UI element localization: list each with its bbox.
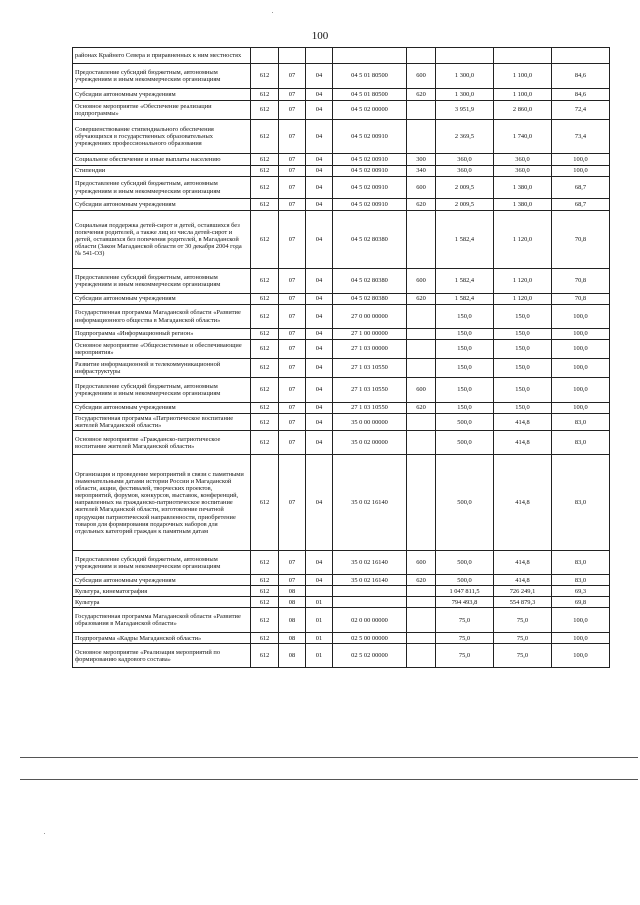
table-row: [73, 48, 610, 64]
section-code-cell: [279, 48, 306, 64]
section-code-cell: 07: [279, 551, 306, 575]
plan-amount-cell: 500,0: [436, 414, 494, 431]
execution-percent-cell: 100,0: [552, 329, 610, 340]
subsection-code-cell: 01: [306, 633, 333, 644]
expense-type-code-cell: [407, 340, 436, 359]
section-code-cell: 08: [279, 608, 306, 633]
target-article-code-cell: 04 5 02 00910: [333, 120, 407, 154]
target-article-code-cell: 04 5 02 00000: [333, 101, 407, 120]
actual-amount-cell: 414,8: [494, 551, 552, 575]
plan-amount-cell: 1 047 811,5: [436, 586, 494, 597]
plan-amount-cell: 150,0: [436, 305, 494, 329]
execution-percent-cell: 100,0: [552, 608, 610, 633]
execution-percent-cell: 100,0: [552, 154, 610, 166]
execution-percent-cell: 70,8: [552, 294, 610, 305]
plan-amount-cell: 2 369,5: [436, 120, 494, 154]
item-name-cell: Субсидии автономным учреждениям: [73, 89, 251, 101]
plan-amount-cell: 150,0: [436, 359, 494, 378]
department-code-cell: 612: [251, 211, 279, 269]
item-name-cell: Субсидии автономным учреждениям: [73, 575, 251, 586]
table-row: [73, 597, 610, 608]
expense-type-code-cell: 340: [407, 166, 436, 177]
actual-amount-cell: 1 380,0: [494, 177, 552, 199]
actual-amount-cell: [494, 48, 552, 64]
execution-percent-cell: 84,6: [552, 64, 610, 89]
section-code-cell: 07: [279, 414, 306, 431]
section-code-cell: 07: [279, 329, 306, 340]
execution-percent-cell: 100,0: [552, 305, 610, 329]
expense-type-code-cell: [407, 101, 436, 120]
target-article-code-cell: 35 0 02 16140: [333, 575, 407, 586]
item-name-cell: Социальная поддержка детей-сирот и детей, оставшихся без попечения родителей, а также лиц из числа детей-сирот и детей, оставшихся без попечения родителей, в Магаданской области (Закон Магаданской области от 30 декабря 2004 года № 541-ОЗ): [73, 211, 251, 269]
table-row: [73, 575, 610, 586]
execution-percent-cell: 83,0: [552, 414, 610, 431]
section-code-cell: 08: [279, 644, 306, 668]
actual-amount-cell: 1 120,0: [494, 269, 552, 294]
table-row: [73, 120, 610, 154]
subsection-code-cell: 04: [306, 89, 333, 101]
plan-amount-cell: 150,0: [436, 329, 494, 340]
item-name-cell: Основное мероприятие «Гражданско-патриотическое воспитание жителей Магаданской области»: [73, 431, 251, 455]
item-name-cell: Подпрограмма «Информационный регион»: [73, 329, 251, 340]
table-row: [73, 294, 610, 305]
section-code-cell: 07: [279, 89, 306, 101]
subsection-code-cell: 04: [306, 403, 333, 414]
subsection-code-cell: [306, 586, 333, 597]
table-row: [73, 64, 610, 89]
subsection-code-cell: 04: [306, 269, 333, 294]
plan-amount-cell: 75,0: [436, 633, 494, 644]
expense-type-code-cell: [407, 586, 436, 597]
section-code-cell: 07: [279, 120, 306, 154]
plan-amount-cell: 150,0: [436, 403, 494, 414]
plan-amount-cell: 75,0: [436, 608, 494, 633]
execution-percent-cell: 100,0: [552, 378, 610, 403]
section-code-cell: 07: [279, 403, 306, 414]
plan-amount-cell: 2 009,5: [436, 177, 494, 199]
subsection-code-cell: 04: [306, 120, 333, 154]
item-name-cell: Совершенствование стипендиального обеспечения обучающихся в государственных образовательных учреждениях профессионального образования: [73, 120, 251, 154]
item-name-cell: Основное мероприятие «Реализация мероприятий по формированию кадрового состава»: [73, 644, 251, 668]
expense-type-code-cell: [407, 120, 436, 154]
execution-percent-cell: 69,3: [552, 586, 610, 597]
department-code-cell: 612: [251, 359, 279, 378]
section-code-cell: 07: [279, 166, 306, 177]
item-name-cell: Государственная программа Магаданской области «Развитие информационного общества в Магаданской области»: [73, 305, 251, 329]
section-code-cell: 08: [279, 597, 306, 608]
item-name-cell: Культура, кинематография: [73, 586, 251, 597]
subsection-code-cell: 01: [306, 644, 333, 668]
table-row: [73, 340, 610, 359]
bottom-rule: [20, 757, 638, 758]
target-article-code-cell: [333, 48, 407, 64]
actual-amount-cell: 1 120,0: [494, 211, 552, 269]
table-row: [73, 166, 610, 177]
execution-percent-cell: [552, 48, 610, 64]
table-row: [73, 101, 610, 120]
department-code-cell: 612: [251, 89, 279, 101]
department-code-cell: 612: [251, 586, 279, 597]
table-row: [73, 608, 610, 633]
expense-type-code-cell: [407, 48, 436, 64]
subsection-code-cell: 04: [306, 177, 333, 199]
plan-amount-cell: 75,0: [436, 644, 494, 668]
table-row: [73, 89, 610, 101]
target-article-code-cell: 27 1 03 10550: [333, 359, 407, 378]
department-code-cell: 612: [251, 551, 279, 575]
plan-amount-cell: 500,0: [436, 575, 494, 586]
target-article-code-cell: 02 5 02 00000: [333, 644, 407, 668]
execution-percent-cell: 72,4: [552, 101, 610, 120]
actual-amount-cell: 75,0: [494, 633, 552, 644]
subsection-code-cell: 01: [306, 597, 333, 608]
page-number: 100: [311, 30, 329, 42]
table-row: [73, 177, 610, 199]
expense-type-code-cell: 600: [407, 551, 436, 575]
actual-amount-cell: 360,0: [494, 154, 552, 166]
expense-type-code-cell: [407, 211, 436, 269]
execution-percent-cell: 73,4: [552, 120, 610, 154]
item-name-cell: Предоставление субсидий бюджетным, автономным учреждениям и иным некоммерческим организациям: [73, 551, 251, 575]
actual-amount-cell: 414,8: [494, 414, 552, 431]
target-article-code-cell: 27 1 00 00000: [333, 329, 407, 340]
execution-percent-cell: 68,7: [552, 199, 610, 211]
item-name-cell: Предоставление субсидий бюджетным, автономным учреждениям и иным некоммерческим организациям: [73, 378, 251, 403]
expense-type-code-cell: [407, 644, 436, 668]
department-code-cell: 612: [251, 294, 279, 305]
plan-amount-cell: 1 300,0: [436, 64, 494, 89]
target-article-code-cell: 04 5 02 00910: [333, 154, 407, 166]
department-code-cell: 612: [251, 378, 279, 403]
target-article-code-cell: 35 0 02 16140: [333, 455, 407, 551]
item-name-cell: Подпрограмма «Кадры Магаданской области»: [73, 633, 251, 644]
section-code-cell: 07: [279, 101, 306, 120]
target-article-code-cell: 04 5 02 80380: [333, 294, 407, 305]
table-row: [73, 586, 610, 597]
department-code-cell: 612: [251, 64, 279, 89]
scan-speck: [272, 12, 273, 13]
item-name-cell: Основное мероприятие «Общесистемные и обеспечивающие мероприятия»: [73, 340, 251, 359]
execution-percent-cell: 100,0: [552, 633, 610, 644]
execution-percent-cell: 84,6: [552, 89, 610, 101]
department-code-cell: 612: [251, 431, 279, 455]
department-code-cell: 612: [251, 340, 279, 359]
item-name-cell: Культура: [73, 597, 251, 608]
expense-type-code-cell: 620: [407, 294, 436, 305]
subsection-code-cell: 04: [306, 340, 333, 359]
table-row: [73, 644, 610, 668]
subsection-code-cell: 04: [306, 305, 333, 329]
department-code-cell: 612: [251, 608, 279, 633]
item-name-cell: Предоставление субсидий бюджетным, автономным учреждениям и иным некоммерческим организациям: [73, 269, 251, 294]
department-code-cell: [251, 48, 279, 64]
item-name-cell: Основное мероприятие «Обеспечение реализации подпрограммы»: [73, 101, 251, 120]
subsection-code-cell: [306, 48, 333, 64]
actual-amount-cell: 726 249,1: [494, 586, 552, 597]
section-code-cell: 08: [279, 633, 306, 644]
department-code-cell: 612: [251, 101, 279, 120]
section-code-cell: 07: [279, 294, 306, 305]
subsection-code-cell: 04: [306, 101, 333, 120]
execution-percent-cell: 69,8: [552, 597, 610, 608]
department-code-cell: 612: [251, 414, 279, 431]
target-article-code-cell: 04 5 02 00910: [333, 177, 407, 199]
plan-amount-cell: 500,0: [436, 455, 494, 551]
subsection-code-cell: 04: [306, 64, 333, 89]
target-article-code-cell: [333, 586, 407, 597]
subsection-code-cell: 04: [306, 329, 333, 340]
department-code-cell: 612: [251, 644, 279, 668]
section-code-cell: 07: [279, 199, 306, 211]
department-code-cell: 612: [251, 199, 279, 211]
department-code-cell: 612: [251, 597, 279, 608]
plan-amount-cell: 150,0: [436, 340, 494, 359]
table-row: [73, 633, 610, 644]
execution-percent-cell: 70,8: [552, 269, 610, 294]
expense-type-code-cell: [407, 329, 436, 340]
plan-amount-cell: 500,0: [436, 431, 494, 455]
actual-amount-cell: 150,0: [494, 340, 552, 359]
subsection-code-cell: 01: [306, 608, 333, 633]
item-name-cell: Государственная программа Магаданской области «Развитие образования в Магаданской области»: [73, 608, 251, 633]
section-code-cell: 07: [279, 154, 306, 166]
table-row: [73, 403, 610, 414]
execution-percent-cell: 68,7: [552, 177, 610, 199]
department-code-cell: 612: [251, 633, 279, 644]
actual-amount-cell: 75,0: [494, 644, 552, 668]
expense-type-code-cell: [407, 305, 436, 329]
section-code-cell: 07: [279, 575, 306, 586]
item-name-cell: Субсидии автономным учреждениям: [73, 294, 251, 305]
expense-type-code-cell: 600: [407, 269, 436, 294]
subsection-code-cell: 04: [306, 166, 333, 177]
item-name-cell: Стипендии: [73, 166, 251, 177]
expense-type-code-cell: [407, 431, 436, 455]
item-name-cell: Предоставление субсидий бюджетным, автономным учреждениям и иным некоммерческим организациям: [73, 64, 251, 89]
execution-percent-cell: 83,0: [552, 455, 610, 551]
plan-amount-cell: 1 300,0: [436, 89, 494, 101]
subsection-code-cell: 04: [306, 431, 333, 455]
section-code-cell: 07: [279, 305, 306, 329]
item-name-cell: районах Крайнего Севера и приравненных к ним местностях: [73, 48, 251, 64]
plan-amount-cell: 794 493,8: [436, 597, 494, 608]
target-article-code-cell: 04 5 01 80500: [333, 64, 407, 89]
department-code-cell: 612: [251, 329, 279, 340]
department-code-cell: 612: [251, 166, 279, 177]
actual-amount-cell: 2 860,0: [494, 101, 552, 120]
department-code-cell: 612: [251, 154, 279, 166]
plan-amount-cell: 2 009,5: [436, 199, 494, 211]
item-name-cell: Субсидии автономным учреждениям: [73, 403, 251, 414]
expense-type-code-cell: 600: [407, 378, 436, 403]
department-code-cell: 612: [251, 305, 279, 329]
plan-amount-cell: 360,0: [436, 166, 494, 177]
table-row: [73, 414, 610, 431]
table-row: [73, 211, 610, 269]
plan-amount-cell: 500,0: [436, 551, 494, 575]
target-article-code-cell: 35 0 02 16140: [333, 551, 407, 575]
actual-amount-cell: 150,0: [494, 403, 552, 414]
expense-type-code-cell: 620: [407, 575, 436, 586]
execution-percent-cell: 100,0: [552, 340, 610, 359]
actual-amount-cell: 554 879,3: [494, 597, 552, 608]
department-code-cell: 612: [251, 269, 279, 294]
target-article-code-cell: 35 0 00 00000: [333, 414, 407, 431]
table-row: [73, 305, 610, 329]
section-code-cell: 07: [279, 359, 306, 378]
expense-type-code-cell: 620: [407, 89, 436, 101]
section-code-cell: 07: [279, 64, 306, 89]
target-article-code-cell: 02 0 00 00000: [333, 608, 407, 633]
execution-percent-cell: 100,0: [552, 644, 610, 668]
item-name-cell: Социальное обеспечение и иные выплаты населению: [73, 154, 251, 166]
plan-amount-cell: 1 582,4: [436, 211, 494, 269]
scan-speck: [44, 833, 45, 834]
subsection-code-cell: 04: [306, 154, 333, 166]
target-article-code-cell: 04 5 02 00910: [333, 166, 407, 177]
actual-amount-cell: 1 100,0: [494, 64, 552, 89]
section-code-cell: 07: [279, 177, 306, 199]
plan-amount-cell: 1 582,4: [436, 269, 494, 294]
target-article-code-cell: 04 5 02 80380: [333, 269, 407, 294]
expense-type-code-cell: 300: [407, 154, 436, 166]
execution-percent-cell: 83,0: [552, 575, 610, 586]
expense-type-code-cell: [407, 597, 436, 608]
section-code-cell: 08: [279, 586, 306, 597]
expense-type-code-cell: [407, 359, 436, 378]
actual-amount-cell: 75,0: [494, 608, 552, 633]
table-row: [73, 269, 610, 294]
subsection-code-cell: 04: [306, 414, 333, 431]
execution-percent-cell: 83,0: [552, 431, 610, 455]
section-code-cell: 07: [279, 340, 306, 359]
target-article-code-cell: 02 5 00 00000: [333, 633, 407, 644]
actual-amount-cell: 150,0: [494, 359, 552, 378]
execution-percent-cell: 100,0: [552, 359, 610, 378]
table-row: [73, 329, 610, 340]
department-code-cell: 612: [251, 120, 279, 154]
table-row: [73, 199, 610, 211]
expense-type-code-cell: [407, 455, 436, 551]
budget-table: [72, 47, 610, 668]
execution-percent-cell: 83,0: [552, 551, 610, 575]
section-code-cell: 07: [279, 269, 306, 294]
department-code-cell: 612: [251, 177, 279, 199]
expense-type-code-cell: [407, 414, 436, 431]
department-code-cell: 612: [251, 455, 279, 551]
item-name-cell: Организация и проведение мероприятий в связи с памятными знаменательными датами истории России и Магаданской области, акции, фестивалей, творческих проектов, мероприятий, форумов, конкурсов, выставок, конференций, направленных на гражданско-патриотическое воспитание жителей Магаданской области, изготовление печатной продукции патриотической направленности, приобретение товаров для формирования подарочных наборов для отдельных категорий граждан к памятным датам: [73, 455, 251, 551]
target-article-code-cell: 27 1 03 10550: [333, 378, 407, 403]
execution-percent-cell: 100,0: [552, 403, 610, 414]
subsection-code-cell: 04: [306, 211, 333, 269]
subsection-code-cell: 04: [306, 359, 333, 378]
actual-amount-cell: 360,0: [494, 166, 552, 177]
plan-amount-cell: 360,0: [436, 154, 494, 166]
actual-amount-cell: 150,0: [494, 378, 552, 403]
target-article-code-cell: [333, 597, 407, 608]
actual-amount-cell: 414,8: [494, 575, 552, 586]
item-name-cell: Государственная программа «Патриотическое воспитание жителей Магаданской области»: [73, 414, 251, 431]
section-code-cell: 07: [279, 211, 306, 269]
actual-amount-cell: 150,0: [494, 329, 552, 340]
target-article-code-cell: 35 0 02 00000: [333, 431, 407, 455]
plan-amount-cell: 150,0: [436, 378, 494, 403]
target-article-code-cell: 27 1 03 00000: [333, 340, 407, 359]
target-article-code-cell: 27 0 00 00000: [333, 305, 407, 329]
department-code-cell: 612: [251, 575, 279, 586]
table-row: [73, 359, 610, 378]
target-article-code-cell: 04 5 02 00910: [333, 199, 407, 211]
bottom-rule: [20, 779, 638, 780]
expense-type-code-cell: 600: [407, 177, 436, 199]
subsection-code-cell: 04: [306, 575, 333, 586]
table-row: [73, 551, 610, 575]
actual-amount-cell: 414,8: [494, 455, 552, 551]
table-row: [73, 431, 610, 455]
department-code-cell: 612: [251, 403, 279, 414]
subsection-code-cell: 04: [306, 551, 333, 575]
section-code-cell: 07: [279, 431, 306, 455]
item-name-cell: Предоставление субсидий бюджетным, автономным учреждениям и иным некоммерческим организациям: [73, 177, 251, 199]
subsection-code-cell: 04: [306, 294, 333, 305]
actual-amount-cell: 414,8: [494, 431, 552, 455]
actual-amount-cell: 1 740,0: [494, 120, 552, 154]
actual-amount-cell: 150,0: [494, 305, 552, 329]
execution-percent-cell: 100,0: [552, 166, 610, 177]
expense-type-code-cell: 620: [407, 403, 436, 414]
item-name-cell: Субсидии автономным учреждениям: [73, 199, 251, 211]
target-article-code-cell: 27 1 03 10550: [333, 403, 407, 414]
section-code-cell: 07: [279, 455, 306, 551]
item-name-cell: Развитие информационной и телекоммуникационной инфраструктуры: [73, 359, 251, 378]
expense-type-code-cell: [407, 633, 436, 644]
subsection-code-cell: 04: [306, 378, 333, 403]
plan-amount-cell: 1 582,4: [436, 294, 494, 305]
expense-type-code-cell: 600: [407, 64, 436, 89]
subsection-code-cell: 04: [306, 199, 333, 211]
table-row: [73, 154, 610, 166]
actual-amount-cell: 1 120,0: [494, 294, 552, 305]
plan-amount-cell: 3 951,9: [436, 101, 494, 120]
execution-percent-cell: 70,8: [552, 211, 610, 269]
target-article-code-cell: 04 5 01 80500: [333, 89, 407, 101]
section-code-cell: 07: [279, 378, 306, 403]
target-article-code-cell: 04 5 02 80380: [333, 211, 407, 269]
plan-amount-cell: [436, 48, 494, 64]
table-row: [73, 455, 610, 551]
table-row: [73, 378, 610, 403]
subsection-code-cell: 04: [306, 455, 333, 551]
expense-type-code-cell: [407, 608, 436, 633]
expense-type-code-cell: 620: [407, 199, 436, 211]
actual-amount-cell: 1 380,0: [494, 199, 552, 211]
actual-amount-cell: 1 100,0: [494, 89, 552, 101]
